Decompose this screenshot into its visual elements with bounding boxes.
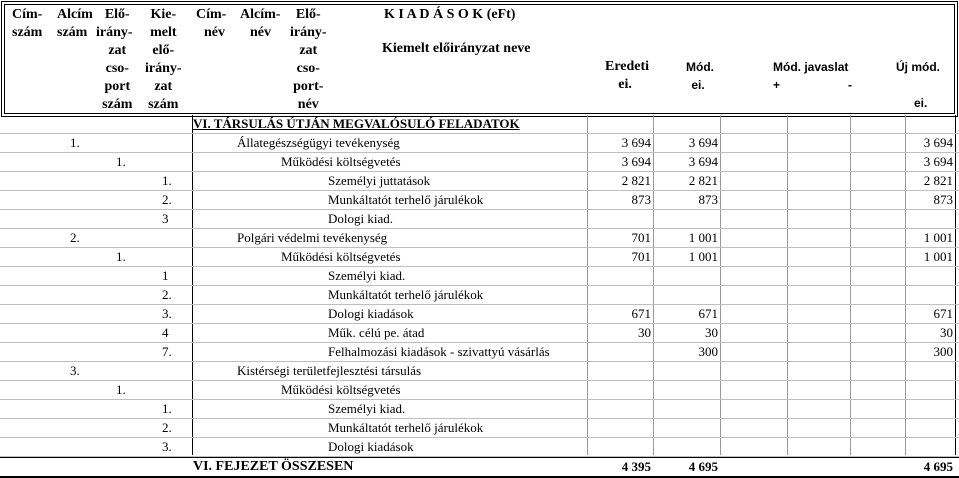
value-mod: 2 821 — [688, 173, 718, 188]
table-row — [0, 438, 959, 457]
value-mod: 873 — [698, 192, 718, 207]
value-eredeti: 701 — [631, 249, 651, 264]
value-uj: 1 001 — [923, 249, 953, 264]
row-name: Műk. célú pe. átad — [328, 325, 425, 340]
value-mod: 300 — [698, 344, 718, 359]
header-kiemelt-eloiranyzat-szam: Kie- melt elő- irány- zat szám — [145, 7, 182, 112]
table-row — [0, 191, 959, 210]
table-row — [0, 305, 959, 324]
row-name: Dologi kiadások — [328, 306, 414, 321]
header-uj-mod: Új mód. ei. — [896, 60, 940, 110]
value-uj: 1 001 — [923, 230, 953, 245]
table-row — [0, 419, 959, 438]
value-uj: 3 694 — [923, 154, 953, 169]
value-mod: 30 — [705, 325, 718, 340]
table-row — [0, 134, 959, 153]
row-number: 1. — [116, 249, 126, 264]
header-eredeti: Eredeti ei. — [605, 59, 650, 92]
row-name: Működési költségvetés — [281, 382, 401, 397]
value-uj: 4 695 — [923, 459, 953, 474]
table-row — [0, 210, 959, 229]
header-subtitle: Kiemelt előirányzat neve — [382, 41, 531, 56]
table-row — [0, 286, 959, 305]
row-number: 3. — [162, 439, 172, 454]
header-cim-nev: Cím- név — [196, 7, 227, 40]
table-row — [0, 229, 959, 248]
value-uj: 2 821 — [923, 173, 953, 188]
value-eredeti: 701 — [631, 230, 651, 245]
row-name: Kistérségi területfejlesztési társulás — [237, 363, 422, 378]
value-eredeti: 2 821 — [621, 173, 651, 188]
value-uj: 3 694 — [923, 135, 953, 150]
header-alcim-szam: Alcím szám — [57, 7, 93, 40]
row-name: Személyi kiad. — [328, 268, 406, 283]
value-eredeti: 3 694 — [621, 135, 651, 150]
header-eloiranyzat-csoport-szam: Elő- irány- zat cso- port szám — [96, 7, 133, 112]
row-name: Személyi juttatások — [328, 173, 431, 188]
row-name: Polgári védelmi tevékenység — [237, 230, 388, 245]
table-row — [0, 115, 959, 134]
row-number: 7. — [162, 344, 172, 359]
row-number: 3 — [162, 211, 169, 226]
header-eloiranyzat-csoport-nev: Elő- irány- zat cso- port- név — [290, 7, 327, 112]
table-row — [0, 400, 959, 419]
row-name: Munkáltatót terhelő járulékok — [328, 287, 484, 302]
row-number: 1. — [70, 135, 80, 150]
row-name: Felhalmozási kiadások - szivattyú vásárlás — [328, 344, 550, 359]
data-table — [0, 115, 959, 478]
row-number: 1. — [162, 401, 172, 416]
value-eredeti: 3 694 — [621, 154, 651, 169]
table-row — [0, 153, 959, 172]
row-name: VI. TÁRSULÁS ÚTJÁN MEGVALÓSULÓ FELADATOK — [193, 116, 520, 131]
value-uj: 873 — [933, 192, 953, 207]
value-uj: 300 — [933, 344, 953, 359]
value-mod: 1 001 — [688, 249, 718, 264]
row-number: 1. — [116, 154, 126, 169]
header-alcim-nev: Alcím- név — [240, 7, 281, 40]
row-name: Munkáltatót terhelő járulékok — [328, 420, 484, 435]
table-row — [0, 343, 959, 362]
row-name: Működési költségvetés — [281, 249, 401, 264]
row-name: Dologi kiad. — [328, 211, 393, 226]
row-name: Személyi kiad. — [328, 401, 406, 416]
header-cim-szam: Cím- szám — [12, 7, 43, 40]
row-number: 3. — [70, 363, 80, 378]
value-eredeti: 4 395 — [621, 459, 651, 474]
table-row — [0, 324, 959, 343]
value-mod: 671 — [698, 306, 718, 321]
header-mod-javaslat: Mód. javaslat + - — [773, 60, 853, 92]
table-row — [0, 172, 959, 191]
value-uj: 671 — [933, 306, 953, 321]
row-number: 1. — [162, 173, 172, 188]
value-eredeti: 30 — [638, 325, 651, 340]
row-number: 2. — [70, 230, 80, 245]
row-name: Állategészségügyi tevékenység — [237, 135, 400, 150]
table-row — [0, 457, 959, 478]
value-mod: 1 001 — [688, 230, 718, 245]
table-row — [0, 381, 959, 400]
value-uj: 30 — [940, 325, 953, 340]
value-eredeti: 671 — [631, 306, 651, 321]
table-row — [0, 362, 959, 381]
table-row — [0, 248, 959, 267]
row-number: 2. — [162, 420, 172, 435]
value-mod: 3 694 — [688, 154, 718, 169]
row-number: 3. — [162, 306, 172, 321]
row-number: 1. — [116, 382, 126, 397]
row-name: Működési költségvetés — [281, 154, 401, 169]
value-eredeti: 873 — [631, 192, 651, 207]
value-mod: 4 695 — [688, 459, 718, 474]
row-number: 4 — [162, 325, 169, 340]
table-row — [0, 267, 959, 286]
row-name: VI. FEJEZET ÖSSZESEN — [193, 459, 354, 474]
row-number: 2. — [162, 287, 172, 302]
row-name: Dologi kiadások — [328, 439, 414, 454]
row-number: 2. — [162, 192, 172, 207]
value-mod: 3 694 — [688, 135, 718, 150]
row-name: Munkáltatót terhelő járulékok — [328, 192, 484, 207]
row-number: 1 — [162, 268, 169, 283]
header-mod: Mód. ei. — [686, 60, 714, 92]
header-title: K I A D Á S O K (eFt) — [384, 7, 516, 22]
